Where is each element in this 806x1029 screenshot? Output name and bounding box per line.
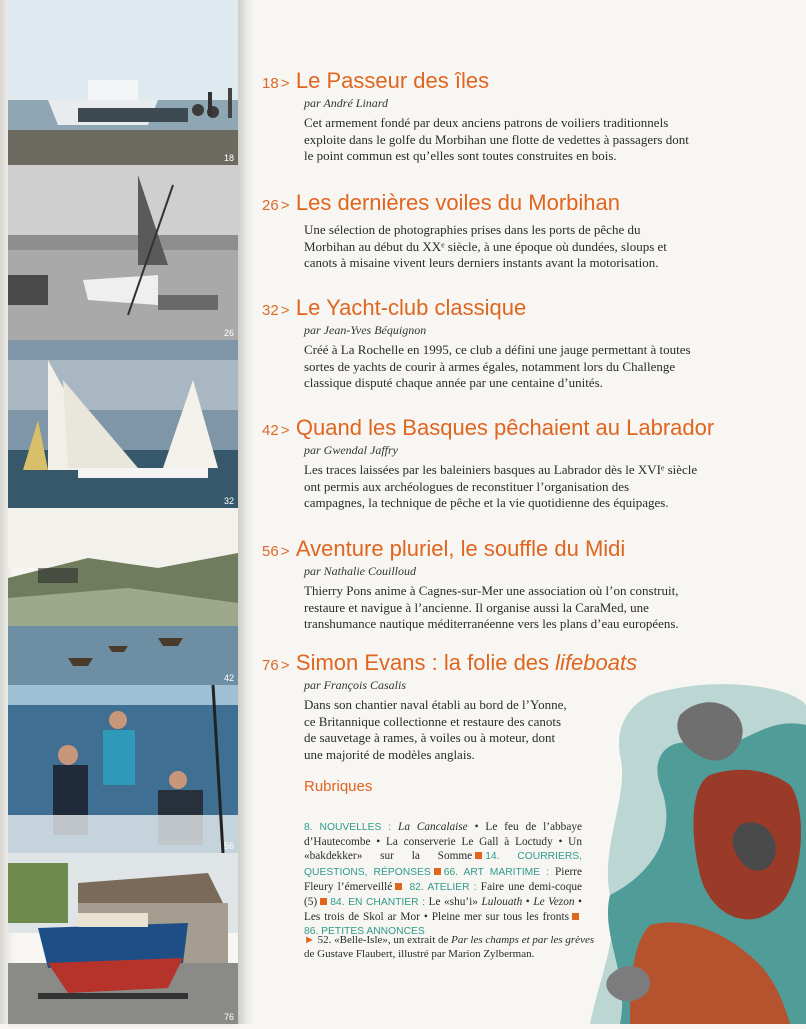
toc-entry-author: par François Casalis	[304, 678, 407, 692]
illustrated-coast-map	[590, 675, 806, 1024]
toc-entry-heading	[262, 536, 762, 562]
square-bullet-icon	[475, 852, 482, 859]
rubrique-petites-annonces[interactable]: 86. PETITES ANNONCES	[304, 926, 425, 938]
toc-entry[interactable]	[262, 295, 762, 392]
toc-entry-title-italic: lifeboats	[555, 650, 638, 675]
toc-page-number: 56	[262, 543, 279, 560]
photo-yacht-club	[8, 340, 238, 511]
toc-entry-author: par Jean-Yves Béquignon	[304, 323, 427, 337]
toc-entry-author: par Nathalie Couilloud	[304, 564, 417, 578]
photo-page-number: 42	[223, 673, 234, 683]
rubrique-courriers[interactable]: 14. COURRIERS, QUESTIONS, RÉPONSES	[304, 851, 582, 878]
toc-entry-title: Les dernières voiles du Morbihan	[295, 190, 620, 215]
toc-entry[interactable]	[262, 536, 762, 633]
toc-entry-heading	[262, 650, 762, 676]
rubrique-en-chantier[interactable]: 84. EN CHANTIER :	[330, 897, 426, 909]
square-bullet-icon	[320, 898, 327, 905]
toc-entry-description: Une sélection de photographies prises dans les ports de pêche du Morbihan au début du XXᵉ siècle, à une époque où dundées, sloups et canots à misaine vivent leurs derniers instants avant la motorisation.	[304, 222, 667, 271]
photo-strip	[8, 0, 238, 1024]
chevron-right-icon: >	[280, 543, 290, 560]
toc-entry-title: Le Yacht-club classique	[295, 295, 527, 320]
photo-page-number: 26	[223, 328, 234, 338]
toc-page-number: 26	[262, 197, 279, 214]
chevron-right-icon: >	[280, 75, 290, 92]
toc-page-number: 42	[262, 422, 279, 439]
chevron-right-icon: >	[280, 197, 290, 214]
rubrique-atelier[interactable]: 82. ATELIER :	[409, 881, 477, 893]
rubriques-list: 8. NOUVELLES : La Cancalaise • Le feu de l’abbaye d’Hautecombe • La conserverie Le Gall à Loctudy • Un «bakdekker» sur la Somme 14. COURRIERS, QUESTIONS, RÉPONSES 66. ART MARITIME : Pierre Fleury l’émerveillé 82. ATELIER : Faire une demi-coque (5) 84. EN CHANTIER : Le «shu’i» Lulouath • Le Vezon • Les trois de Skol ar Mor • Pleine mer sur tous les fronts86. PETITES ANNONCES	[304, 821, 583, 938]
toc-entry-heading	[262, 190, 762, 216]
photo-passeur	[8, 0, 238, 168]
toc-entry-author: par André Linard	[304, 96, 389, 110]
toc-entry-author: par Gwendal Jaffry	[304, 443, 398, 457]
toc-entry-description: Les traces laissées par les baleiniers basques au Labrador dès le XVIᵉ siècle ont permis aux archéologues de reconstituer l’organisation des campagnes, la technique de pêche et la vie quotidienne des équipages.	[304, 462, 698, 511]
toc-entry-title: Quand les Basques pêchaient au Labrador	[295, 415, 715, 440]
photo-page-number: 18	[223, 153, 234, 163]
photo-page-number: 56	[223, 841, 234, 851]
toc-entry-description: Thierry Pons anime à Cagnes-sur-Mer une association où l’on construit, restaure et navigue à l’ancienne. Il organise aussi la CaraMed, une transhumance nautique méditerranéenne vers les plans d’eau européens.	[304, 583, 679, 632]
photo-labrador	[8, 508, 238, 688]
toc-entry-description: Cet armement fondé par deux anciens patrons de voiliers traditionnels exploite dans le golfe du Morbihan une flotte de vedettes à passagers dont le point commun est qu’elles sont toutes construites en bois.	[304, 115, 689, 164]
square-bullet-icon	[434, 868, 441, 875]
photo-page-number: 32	[223, 496, 234, 506]
chevron-right-icon: >	[280, 657, 290, 674]
toc-entry-title: Le Passeur des îles	[295, 68, 490, 93]
toc-entry-heading	[262, 415, 762, 441]
toc-page-number: 76	[262, 657, 279, 674]
square-bullet-icon	[395, 883, 402, 890]
page-fold-shadow	[238, 0, 254, 1024]
rubriques-heading: Rubriques	[304, 778, 373, 795]
toc-entry[interactable]	[262, 68, 762, 165]
toc-entry-heading	[262, 68, 762, 94]
photo-page-number: 76	[223, 1012, 234, 1022]
square-bullet-icon	[572, 913, 579, 920]
rubrique-art-maritime[interactable]: 66. ART MARITIME :	[443, 866, 550, 878]
photo-dernieres-voiles	[8, 165, 238, 343]
toc-entry[interactable]	[262, 415, 762, 512]
photo-lifeboats	[8, 853, 238, 1027]
chevron-right-icon: >	[280, 302, 290, 319]
toc-page-number: 32	[262, 302, 279, 319]
toc-entry-description: Créé à La Rochelle en 1995, ce club a défini une jauge permettant à toutes sortes de yachts de courir à armes égales, notamment lors du Challenge classique disputé chaque année par une centaine d’unités.	[304, 342, 691, 391]
toc-entry-title: Aventure pluriel, le souffle du Midi	[295, 536, 626, 561]
photo-aventure-pluriel	[8, 685, 238, 856]
triangle-right-icon: ►	[304, 934, 315, 946]
chevron-right-icon: >	[280, 422, 290, 439]
toc-entry-title: Simon Evans : la folie des lifeboats	[295, 650, 638, 675]
toc-page-number: 18	[262, 75, 279, 92]
rubrique-nouvelles[interactable]: 8. NOUVELLES :	[304, 822, 392, 833]
feature-note[interactable]: ► 52. «Belle-Isle», un extrait de Par les champs et par les grèves de Gustave Flaubert, illustré par Marion Zylberman.	[304, 934, 595, 960]
toc-entry[interactable]	[262, 190, 762, 272]
toc-entry-description: Dans son chantier naval établi au bord de l’Yonne, ce Britannique collectionne et restaure des canots de sauvetage à rames, à voiles ou à moteur, dont une majorité de modèles anglais.	[304, 697, 567, 762]
toc-entry-heading	[262, 295, 762, 321]
